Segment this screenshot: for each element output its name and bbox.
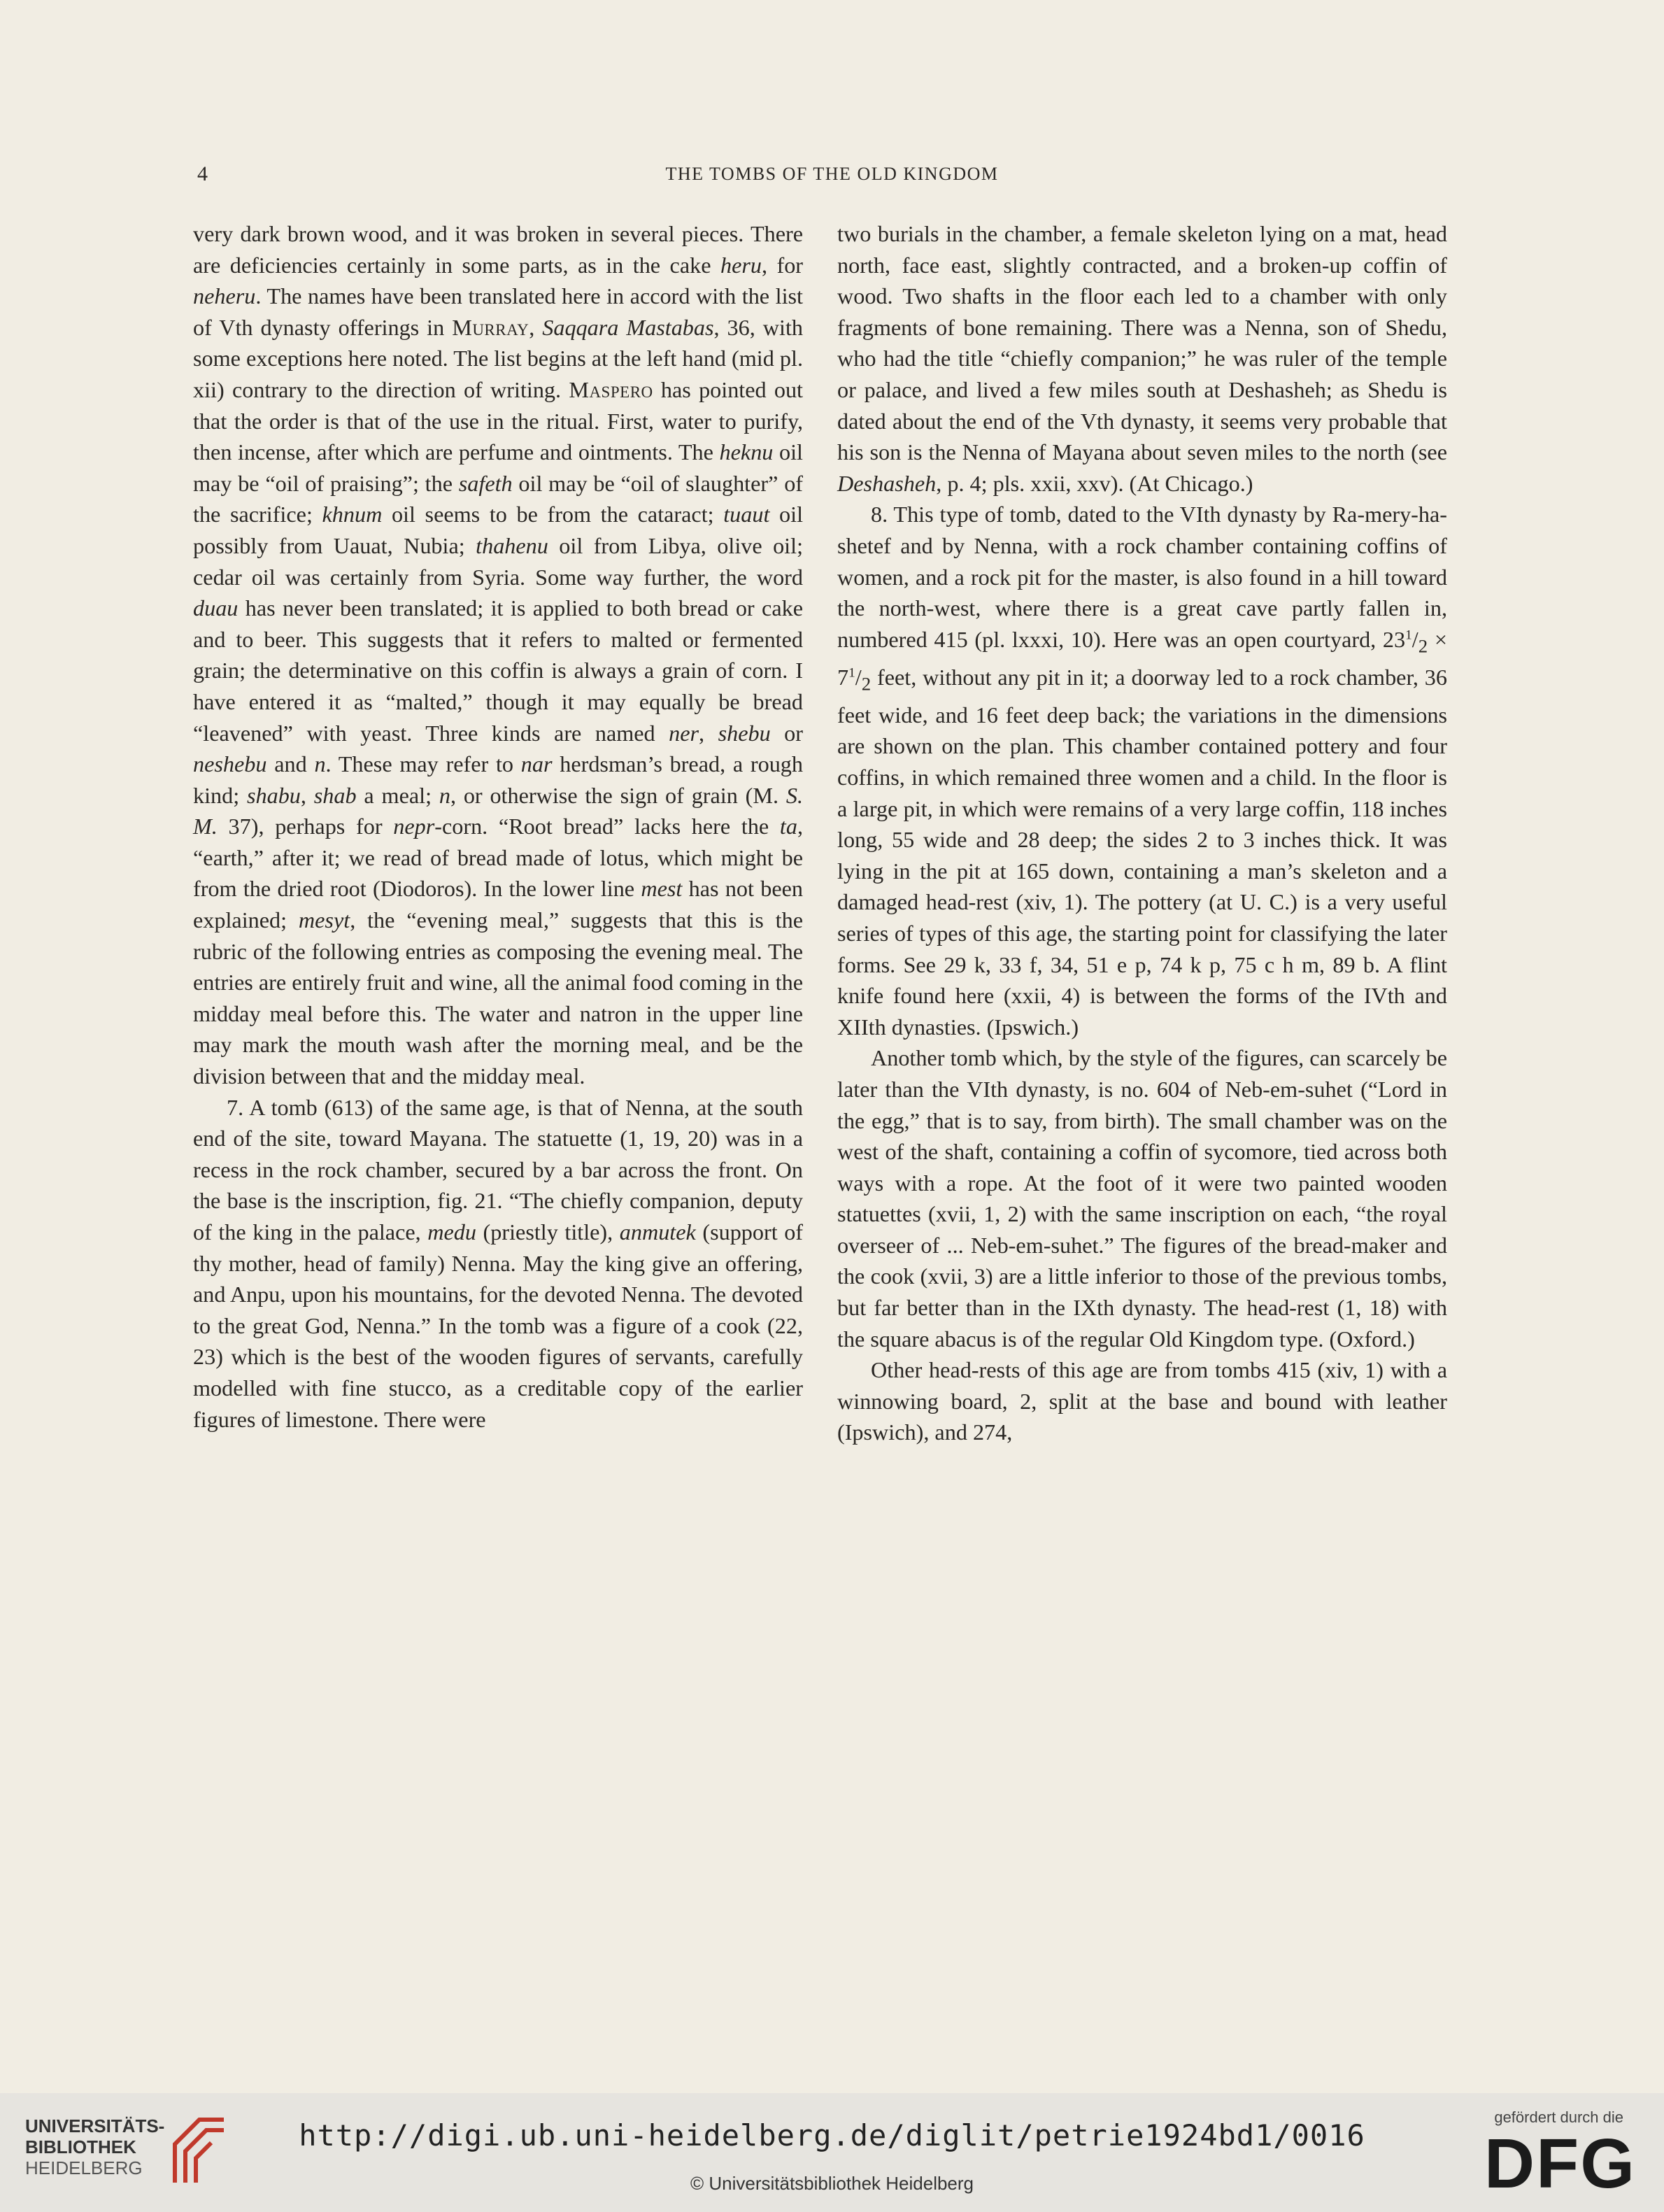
- paragraph: very dark brown wood, and it was broken in several pieces. There are deficiencies certainly in some parts, as in the cake heru, for neheru. The names have been translated here in accord with the list of Vth dynasty offerings in Murray, Saqqara Mastabas, 36, with some exceptions here noted. The list begins at the left hand (mid pl. xii) contrary to the direction of writing. Maspero has pointed out that the order is that of the use in the ritual. First, water to purify, then incense, after which are perfume and ointments. The heknu oil may be “oil of praising”; the safeth oil may be “oil of slaughter” of the sacrifice; khnum oil seems to be from the cataract; tuaut oil possibly from Uauat, Nubia; thahenu oil from Libya, olive oil; cedar oil was certainly from Syria. Some way further, the word duau has never been translated; it is applied to both bread or cake and to beer. This suggests that it refers to malted or fermented grain; the determinative on this coffin is always a grain of corn. I have entered it as “malted,” though it may equally be bread “leavened” with yeast. Three kinds are named ner, shebu or neshebu and n. These may refer to nar herdsman’s bread, a rough kind; shabu, shab a meal; n, or otherwise the sign of grain (M. S. M. 37), perhaps for nepr-corn. “Root bread” lacks here the ta, “earth,” after it; we read of bread made of lotus, which might be from the dried root (Diodoros). In the lower line mest has not been explained; mesyt, the “evening meal,” suggests that this is the rubric of the following entries as composing the evening meal. The entries are entirely fruit and wine, all the animal food coming in the midday meal before this. The water and natron in the upper line may mark the mouth wash after the morning meal, and be the division between that and the midday meal.: [193, 221, 804, 1089]
- library-logo-text: UNIVERSITÄTS- BIBLIOTHEK HEIDELBERG: [25, 2115, 165, 2178]
- digitization-footer: [0, 2093, 1664, 2212]
- paragraph: 8. This type of tomb, dated to the VIth dynasty by Ra-mery-ha-shetef and by Nenna, with a rock chamber containing coffins of women, and a rock pit for the master, is also found in a hill toward the north-west, where there is a great cave partly fallen in, numbered 415 (pl. lxxxi, 10). Here was an open courtyard, $23^1/_2 \times 7^1/_2$ feet, without any pit in it; a doorway led to a rock chamber, 36 feet wide, and 16 feet deep back; the variations in the dimensions are shown on the plan. This chamber contained pottery and four coffins, in which remained three women and a child. In the floor is a large pit, in which were remains of a very large coffin, 118 inches long, 55 wide and 28 deep; the sides 2 to 3 inches thick. It was lying in the pit at 165 down, containing a man’s skeleton and a damaged head-rest (xiv, 1). The pottery (at U. C.) is a very useful series of types of this age, the starting point for classifying the later forms. See 29 k, 33 f, 34, 51 e p, 74 k p, 75 c h m, 89 b. A flint knife found here (xxii, 4) is between the forms of the IVth and XIIth dynasties. (Ipswich.): [837, 502, 1447, 1040]
- page-number: 4: [197, 162, 208, 185]
- paragraph: 7. A tomb (613) of the same age, is that of Nenna, at the south end of the site, toward Mayana. The statuette (1, 19, 20) was in a recess in the rock chamber, secured by a bar across the front. On the base is the inscription, fig. 21. “The chiefly companion, deputy of the king in the palace, medu (priestly title), anmutek (support of thy mother, head of family) Nenna. May the king give an offering, and Anpu, upon his mountains, for the devoted Nenna. The devoted to the great God, Nenna.” In the tomb was a figure of a cook (22, 23) which is the best of the wooden figures of servants, carefully modelled with fine stucco, as a creditable copy of the earlier figures of limestone. There were: [193, 1094, 804, 1432]
- funding-label: gefördert durch die: [1494, 2108, 1623, 2126]
- right-column: [837, 218, 1447, 1448]
- paragraph: two burials in the chamber, a female skeleton lying on a mat, head north, face east, slightly contracted, and a broken-up coffin of wood. Two shafts in the floor each led to a chamber with only fragments of bone remaining. There was a Nenna, son of Shedu, who had the title “chiefly companion;” he was ruler of the temple or palace, and lived a few miles south at Deshasheh; as Shedu is dated about the end of the Vth dynasty, it seems very probable that his son is the Nenna of Mayana about seven miles to the north (see Deshasheh, p. 4; pls. xxii, xxv). (At Chicago.): [837, 221, 1447, 496]
- dfg-logo: DFG: [1484, 2125, 1636, 2203]
- paragraph: Other head-rests of this age are from tombs 415 (xiv, 1) with a winnowing board, 2, split at the base and bound with leather (Ipswich), and 274,: [837, 1357, 1447, 1445]
- permalink-url[interactable]: http://digi.ub.uni-heidelberg.de/diglit/petrie1924bd1/0016: [299, 2118, 1365, 2153]
- paragraph: Another tomb which, by the style of the figures, can scarcely be later than the VIth dynasty, is no. 604 of Neb-em-suhet (“Lord in the egg,” that is to say, from birth). The small chamber was on the west of the shaft, containing a coffin of sycomore, tied across both ways with a rope. At the foot of it were two painted wooden statuettes (xvii, 1, 2) with the same inscription on each, “the royal overseer of ... Neb-em-suhet.” The figures of the bread-maker and the cook (xvii, 3) are a little inferior to those of the previous tombs, but far better than in the IXth dynasty. The head-rest (1, 18) with the square abacus is of the regular Old Kingdom type. (Oxford.): [837, 1045, 1447, 1352]
- copyright-notice: © Universitätsbibliothek Heidelberg: [690, 2173, 974, 2194]
- page-header: [0, 162, 1664, 190]
- left-column: [193, 218, 803, 1435]
- running-head: THE TOMBS OF THE OLD KINGDOM: [665, 164, 999, 184]
